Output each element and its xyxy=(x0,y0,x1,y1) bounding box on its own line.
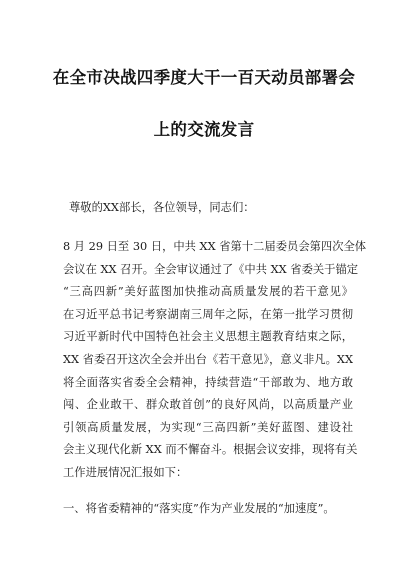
paragraph-line: 将全面落实省委全会精神，持续营造“干部敢为、地方敢 xyxy=(63,375,353,389)
paragraph-line: 引领高质量发展，为实现“三高四新”美好蓝图、建设社 xyxy=(63,420,353,434)
paragraph-line: 工作进展情况汇报如下： xyxy=(63,465,188,479)
paragraph-line: XX 省委召开这次全会并出台《若干意见》，意义非凡。XX xyxy=(63,352,353,366)
paragraph-line: 闯、企业敢干、群众敢首创”的良好风尚，以高质量产业 xyxy=(63,398,353,412)
paragraph-line: 会主义现代化新 XX 而不懈奋斗。根据会议安排，现将有关 xyxy=(63,443,358,457)
body-paragraph xyxy=(63,236,367,485)
salutation: 尊敬的XX部长，各位领导，同志们： xyxy=(69,201,255,214)
paragraph-line: 8 月 29 日至 30 日，中共 XX 省第十二届委员会第四次全体 xyxy=(63,240,367,253)
paragraph-line: 习近平新时代中国特色社会主义思想主题教育结束之际， xyxy=(63,330,353,344)
document-title-line-1: 在全市决战四季度大干一百天动员部署会 xyxy=(52,68,356,87)
paragraph-line: “三高四新”美好蓝图加快推动高质量发展的若干意见》 xyxy=(63,285,353,299)
paragraph-line: 会议在 XX 召开。全会审议通过了《中共 XX 省委关于锚定 xyxy=(63,262,359,276)
document-title-line-2: 上的交流发言 xyxy=(153,120,255,139)
section-heading: 一、将省委精神的“落实度”作为产业发展的“加速度”。 xyxy=(63,502,335,515)
paragraph-line: 在习近平总书记考察湖南三周年之际，在第一批学习贯彻 xyxy=(63,307,353,321)
